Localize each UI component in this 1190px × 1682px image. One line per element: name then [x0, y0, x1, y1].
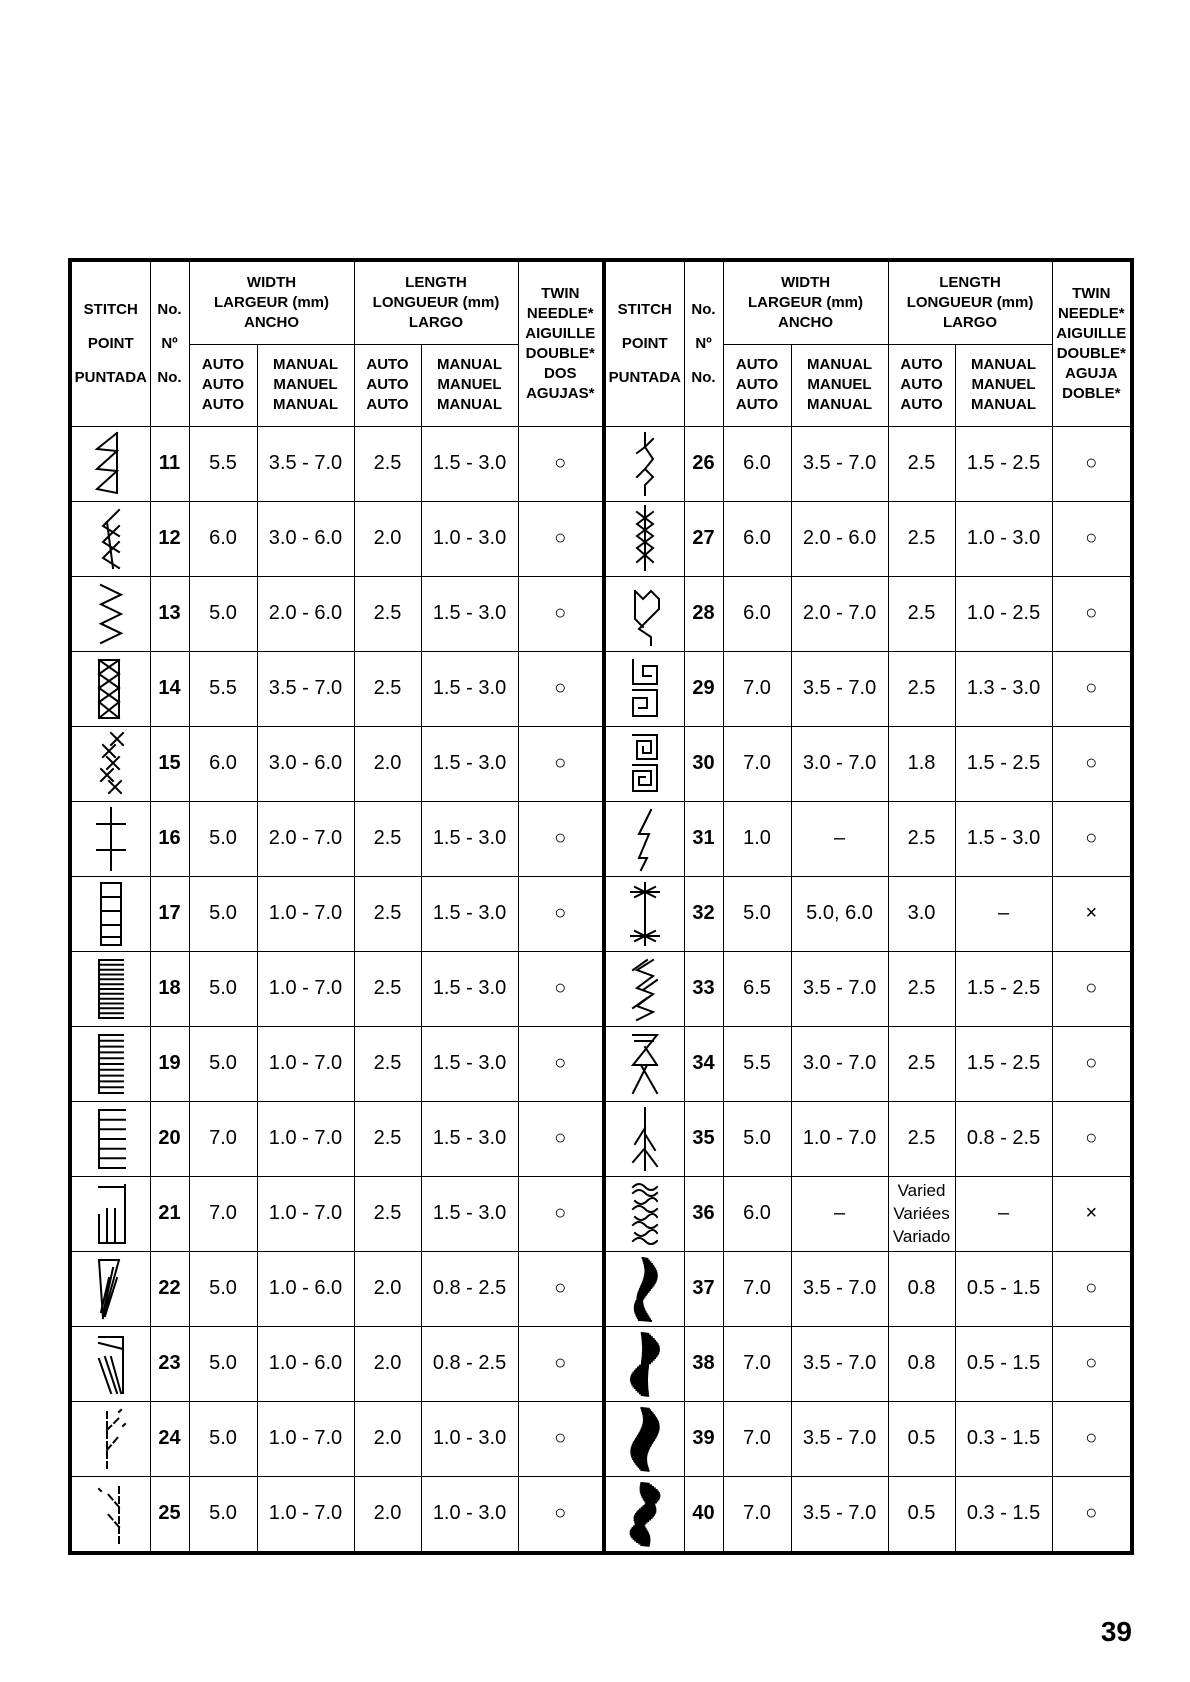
stitch-pattern-cell	[604, 1176, 684, 1251]
length-auto-value: 2.5	[354, 651, 421, 726]
length-auto-value: 2.0	[354, 1326, 421, 1401]
width-auto-value: 5.0	[189, 1251, 257, 1326]
length-auto-line: Variées	[893, 1204, 950, 1223]
width-manual-value: 3.5 - 7.0	[791, 1476, 888, 1553]
stitch-pattern-cell	[70, 1251, 150, 1326]
table-row	[70, 426, 1132, 501]
table-row	[70, 1326, 1132, 1401]
length-manual-value: 0.8 - 2.5	[421, 1326, 518, 1401]
length-auto-value: 0.8	[888, 1326, 955, 1401]
stitch-number: 26	[684, 426, 723, 501]
width-manual-value: 1.0 - 7.0	[257, 951, 354, 1026]
stitch-pattern-cell	[70, 951, 150, 1026]
stitch-number: 22	[150, 1251, 189, 1326]
length-auto-value: 2.5	[888, 576, 955, 651]
width-auto-value: 5.0	[189, 1326, 257, 1401]
length-header: LENGTH LONGUEUR (mm) LARGO	[888, 260, 1052, 344]
width-auto-value: 7.0	[723, 1326, 791, 1401]
length-manual-value: 1.5 - 3.0	[421, 651, 518, 726]
width-auto-value: 6.0	[189, 726, 257, 801]
stitch-pattern-cell	[70, 651, 150, 726]
length-auto-value: 2.5	[888, 651, 955, 726]
twin-needle-value: ○	[1052, 576, 1132, 651]
width-auto-value: 7.0	[723, 726, 791, 801]
stitch-number: 25	[150, 1476, 189, 1553]
width-manual-value: 3.5 - 7.0	[791, 1326, 888, 1401]
width-manual-value: 1.0 - 6.0	[257, 1251, 354, 1326]
zigzag-step-stitch-icon	[623, 579, 667, 649]
width-manual-value: 2.0 - 6.0	[257, 576, 354, 651]
number-header: No. Nº No.	[684, 260, 723, 426]
triangle-arrow-stitch-icon	[623, 1029, 667, 1099]
length-auto-value: 2.5	[354, 1101, 421, 1176]
stitch-pattern-cell	[604, 651, 684, 726]
width-manual-value: 1.0 - 7.0	[257, 1401, 354, 1476]
width-manual-value: 2.0 - 6.0	[791, 501, 888, 576]
width-manual-value: 3.5 - 7.0	[257, 651, 354, 726]
width-auto-value: 6.0	[189, 501, 257, 576]
greek-key-stitch-icon	[623, 654, 667, 724]
length-manual-value: 1.5 - 3.0	[421, 801, 518, 876]
width-auto-value: 5.0	[189, 951, 257, 1026]
table-row	[70, 1476, 1132, 1553]
width-manual-value: 3.5 - 7.0	[791, 426, 888, 501]
width-manual-value: 2.0 - 7.0	[791, 576, 888, 651]
stitch-number: 40	[684, 1476, 723, 1553]
width-manual-value: 3.0 - 6.0	[257, 501, 354, 576]
stitch-pattern-cell	[70, 1401, 150, 1476]
stitch-pattern-cell	[604, 1101, 684, 1176]
comb-stitch-icon	[89, 1029, 133, 1099]
length-auto-value: 0.5	[888, 1401, 955, 1476]
length-auto-header: AUTO AUTO AUTO	[888, 344, 955, 426]
twin-needle-value: ○	[1052, 1026, 1132, 1101]
stitch-number: 30	[684, 726, 723, 801]
width-manual-value: 3.0 - 7.0	[791, 1026, 888, 1101]
table-row	[70, 726, 1132, 801]
stitch-number: 11	[150, 426, 189, 501]
twin-needle-value: ○	[518, 951, 604, 1026]
stitch-pattern-cell	[604, 426, 684, 501]
length-manual-header: MANUAL MANUEL MANUAL	[421, 344, 518, 426]
width-manual-value: 2.0 - 7.0	[257, 801, 354, 876]
width-manual-header: MANUAL MANUEL MANUAL	[257, 344, 354, 426]
stitch-number: 33	[684, 951, 723, 1026]
s-curve-stitch-icon	[623, 954, 667, 1024]
stitch-number: 27	[684, 501, 723, 576]
length-auto-value: 2.5	[354, 801, 421, 876]
boxed-triangles-stitch-icon	[89, 654, 133, 724]
width-auto-value: 5.0	[723, 876, 791, 951]
width-auto-value: 6.0	[723, 576, 791, 651]
width-header: WIDTH LARGEUR (mm) ANCHO	[723, 260, 888, 344]
stitch-pattern-cell	[70, 876, 150, 951]
width-manual-value: 3.0 - 7.0	[791, 726, 888, 801]
width-auto-value: 5.0	[189, 1476, 257, 1553]
width-auto-value: 5.0	[189, 801, 257, 876]
width-manual-value: 1.0 - 6.0	[257, 1326, 354, 1401]
width-auto-value: 7.0	[723, 1251, 791, 1326]
stitch-pattern-cell	[70, 801, 150, 876]
twin-needle-value: ○	[1052, 1476, 1132, 1553]
width-auto-value: 5.0	[189, 1026, 257, 1101]
stitch-pattern-cell	[70, 426, 150, 501]
stitch-number: 20	[150, 1101, 189, 1176]
length-auto-value: 2.5	[888, 801, 955, 876]
stitch-number: 36	[684, 1176, 723, 1251]
width-manual-value: 3.0 - 6.0	[257, 726, 354, 801]
length-manual-value: 1.0 - 3.0	[421, 501, 518, 576]
length-auto-value: 0.5	[888, 1476, 955, 1553]
spiral-key-stitch-icon	[623, 729, 667, 799]
stitch-pattern-cell	[604, 876, 684, 951]
twin-needle-value: ○	[518, 1326, 604, 1401]
twin-needle-value: ○	[518, 1026, 604, 1101]
table-row	[70, 801, 1132, 876]
stitch-pattern-cell	[70, 1026, 150, 1101]
wavy-scallop-stitch-icon	[623, 1179, 667, 1249]
branch-stitch-icon	[623, 429, 667, 499]
table-row	[70, 876, 1132, 951]
width-manual-header: MANUAL MANUEL MANUAL	[791, 344, 888, 426]
length-manual-value: 1.5 - 3.0	[421, 1026, 518, 1101]
width-auto-value: 7.0	[723, 1476, 791, 1553]
width-manual-value: –	[791, 1176, 888, 1251]
length-auto-value: 2.5	[354, 576, 421, 651]
width-auto-value: 5.0	[189, 1401, 257, 1476]
length-manual-value: –	[955, 876, 1052, 951]
width-manual-value: 3.5 - 7.0	[791, 1251, 888, 1326]
length-manual-value: 1.5 - 3.0	[421, 426, 518, 501]
length-auto-value: 2.5	[354, 1176, 421, 1251]
stitch-number: 19	[150, 1026, 189, 1101]
width-header: WIDTH LARGEUR (mm) ANCHO	[189, 260, 354, 344]
twin-needle-value: ○	[1052, 426, 1132, 501]
satin-curve-stitch-icon	[623, 1254, 667, 1324]
length-auto-value: 2.5	[888, 1026, 955, 1101]
chevron-stitch-icon	[89, 504, 133, 574]
table-row	[70, 501, 1132, 576]
length-manual-value: 1.5 - 2.5	[955, 726, 1052, 801]
lightning-stitch-icon	[623, 804, 667, 874]
length-auto-value: 2.0	[354, 1251, 421, 1326]
length-auto-line: Varied	[897, 1181, 946, 1200]
length-manual-header: MANUAL MANUEL MANUAL	[955, 344, 1052, 426]
width-auto-header: AUTO AUTO AUTO	[723, 344, 791, 426]
twin-needle-value: ○	[1052, 801, 1132, 876]
stitch-pattern-cell	[70, 501, 150, 576]
stitch-pattern-cell	[604, 576, 684, 651]
stitch-number: 15	[150, 726, 189, 801]
length-auto-value: 2.5	[354, 1026, 421, 1101]
wide-comb-stitch-icon	[89, 1104, 133, 1174]
twin-needle-value: ○	[1052, 651, 1132, 726]
length-auto-value: 2.5	[888, 426, 955, 501]
length-auto-value: 1.8	[888, 726, 955, 801]
length-manual-value: 1.5 - 3.0	[421, 1176, 518, 1251]
satin-diamond-stitch-icon	[623, 1329, 667, 1399]
length-manual-value: 0.5 - 1.5	[955, 1326, 1052, 1401]
twin-needle-value: ○	[1052, 726, 1132, 801]
length-manual-value: 1.5 - 3.0	[421, 1101, 518, 1176]
stitch-pattern-cell	[604, 501, 684, 576]
length-auto-value: 2.5	[888, 1101, 955, 1176]
stitch-header: STITCH POINT PUNTADA	[70, 260, 150, 426]
width-manual-value: 3.5 - 7.0	[257, 426, 354, 501]
stitch-settings-table	[68, 258, 1134, 1555]
stitch-number: 39	[684, 1401, 723, 1476]
length-manual-value: 1.5 - 3.0	[955, 801, 1052, 876]
length-auto-value	[888, 1176, 955, 1251]
twin-needle-header: TWIN NEEDLE* AIGUILLE DOUBLE* AGUJA DOBLE*	[1052, 260, 1132, 426]
twin-needle-value: ○	[518, 576, 604, 651]
stitch-pattern-cell	[604, 1476, 684, 1553]
stitch-number: 31	[684, 801, 723, 876]
sparse-comb-stitch-icon	[89, 1179, 133, 1249]
slanted-bracket-stitch-icon	[89, 1329, 133, 1399]
width-auto-value: 6.0	[723, 501, 791, 576]
length-manual-value: 0.3 - 1.5	[955, 1401, 1052, 1476]
width-auto-value: 5.5	[723, 1026, 791, 1101]
length-manual-value: 1.5 - 3.0	[421, 951, 518, 1026]
twin-needle-value: ○	[518, 1101, 604, 1176]
twin-needle-value: ○	[518, 876, 604, 951]
width-auto-value: 6.0	[723, 426, 791, 501]
width-auto-value: 5.0	[189, 876, 257, 951]
twin-needle-value: ○	[518, 426, 604, 501]
table-row	[70, 1176, 1132, 1251]
length-manual-value: 1.5 - 3.0	[421, 726, 518, 801]
length-manual-value: 1.5 - 2.5	[955, 426, 1052, 501]
overlapping-triangles-stitch-icon	[89, 429, 133, 499]
width-auto-value: 7.0	[723, 1401, 791, 1476]
twin-needle-value: ○	[518, 501, 604, 576]
length-auto-value: 2.0	[354, 1401, 421, 1476]
length-auto-header: AUTO AUTO AUTO	[354, 344, 421, 426]
width-auto-value: 7.0	[189, 1101, 257, 1176]
stitch-pattern-cell	[604, 1251, 684, 1326]
length-manual-value: 1.0 - 2.5	[955, 576, 1052, 651]
length-manual-value: 1.0 - 3.0	[421, 1401, 518, 1476]
stitch-number: 14	[150, 651, 189, 726]
twin-needle-value: ○	[1052, 1326, 1132, 1401]
stitch-pattern-cell	[604, 951, 684, 1026]
stitch-number: 38	[684, 1326, 723, 1401]
twin-needle-value: ○	[1052, 1101, 1132, 1176]
width-auto-value: 5.0	[723, 1101, 791, 1176]
length-manual-value: 0.8 - 2.5	[955, 1101, 1052, 1176]
twin-needle-value: ○	[1052, 501, 1132, 576]
length-manual-value: 0.5 - 1.5	[955, 1251, 1052, 1326]
stitch-number: 29	[684, 651, 723, 726]
width-auto-value: 5.5	[189, 651, 257, 726]
dashed-slant-stitch-icon	[89, 1404, 133, 1474]
stitch-pattern-cell	[70, 1101, 150, 1176]
width-manual-value: 1.0 - 7.0	[257, 1101, 354, 1176]
star-stitch-icon	[623, 879, 667, 949]
stitch-number: 21	[150, 1176, 189, 1251]
length-manual-value: 1.5 - 3.0	[421, 876, 518, 951]
twin-needle-value: ×	[1052, 1176, 1132, 1251]
twin-needle-value: ○	[518, 1476, 604, 1553]
length-manual-value: 1.5 - 2.5	[955, 1026, 1052, 1101]
stitch-pattern-cell	[604, 726, 684, 801]
width-manual-value: 1.0 - 7.0	[257, 1476, 354, 1553]
length-manual-value: 1.5 - 3.0	[421, 576, 518, 651]
length-auto-value: 2.0	[354, 501, 421, 576]
length-header: LENGTH LONGUEUR (mm) LARGO	[354, 260, 518, 344]
stitch-pattern-cell	[70, 1176, 150, 1251]
length-manual-value: 1.5 - 2.5	[955, 951, 1052, 1026]
stitch-number: 16	[150, 801, 189, 876]
stitch-number: 32	[684, 876, 723, 951]
length-auto-line: Variado	[892, 1227, 951, 1246]
stitch-number: 18	[150, 951, 189, 1026]
width-manual-value: 1.0 - 7.0	[257, 876, 354, 951]
width-auto-value: 5.5	[189, 426, 257, 501]
table-row	[70, 951, 1132, 1026]
stitch-pattern-cell	[70, 1326, 150, 1401]
width-manual-value: –	[791, 801, 888, 876]
width-auto-value: 6.5	[723, 951, 791, 1026]
length-manual-value: –	[955, 1176, 1052, 1251]
stitch-number: 34	[684, 1026, 723, 1101]
width-manual-value: 5.0, 6.0	[791, 876, 888, 951]
cross-stitch-icon	[89, 729, 133, 799]
width-manual-value: 3.5 - 7.0	[791, 1401, 888, 1476]
length-auto-value: 3.0	[888, 876, 955, 951]
twin-needle-value: ×	[1052, 876, 1132, 951]
stitch-pattern-cell	[604, 1026, 684, 1101]
length-auto-value: 2.5	[354, 426, 421, 501]
slanted-comb-stitch-icon	[89, 1254, 133, 1324]
stitch-number: 17	[150, 876, 189, 951]
length-auto-value: 2.0	[354, 1476, 421, 1553]
width-manual-value: 3.5 - 7.0	[791, 951, 888, 1026]
stitch-number: 28	[684, 576, 723, 651]
table-row	[70, 1401, 1132, 1476]
twin-needle-value: ○	[1052, 1251, 1132, 1326]
stitch-number: 23	[150, 1326, 189, 1401]
length-manual-value: 0.3 - 1.5	[955, 1476, 1052, 1553]
length-manual-value: 1.0 - 3.0	[421, 1476, 518, 1553]
stitch-pattern-cell	[604, 801, 684, 876]
stitch-number: 37	[684, 1251, 723, 1326]
ladder-box-stitch-icon	[89, 879, 133, 949]
stitch-pattern-cell	[604, 1326, 684, 1401]
width-auto-value: 7.0	[189, 1176, 257, 1251]
length-auto-value: 2.5	[888, 501, 955, 576]
twin-needle-value: ○	[518, 726, 604, 801]
width-manual-value: 1.0 - 7.0	[257, 1176, 354, 1251]
twin-needle-value: ○	[518, 1251, 604, 1326]
width-auto-value: 7.0	[723, 651, 791, 726]
width-auto-value: 1.0	[723, 801, 791, 876]
twin-needle-value: ○	[518, 651, 604, 726]
length-auto-value: 0.8	[888, 1251, 955, 1326]
diamond-chain-stitch-icon	[623, 504, 667, 574]
table-row	[70, 576, 1132, 651]
length-auto-value: 2.5	[354, 876, 421, 951]
page-number: 39	[1100, 1616, 1132, 1647]
twin-needle-value: ○	[518, 1401, 604, 1476]
dense-comb-stitch-icon	[89, 954, 133, 1024]
width-auto-value: 5.0	[189, 576, 257, 651]
dashed-slant-reverse-stitch-icon	[89, 1479, 133, 1549]
satin-oval-stitch-icon	[623, 1404, 667, 1474]
stitch-pattern-cell	[604, 1401, 684, 1476]
stitch-number: 35	[684, 1101, 723, 1176]
feather-stitch-icon	[623, 1104, 667, 1174]
stitch-pattern-cell	[70, 726, 150, 801]
stitch-header: STITCH POINT PUNTADA	[604, 260, 684, 426]
stitch-pattern-cell	[70, 576, 150, 651]
length-manual-value: 1.3 - 3.0	[955, 651, 1052, 726]
stitch-number: 13	[150, 576, 189, 651]
length-auto-value: 2.0	[354, 726, 421, 801]
satin-scallop-stitch-icon	[623, 1479, 667, 1549]
table-row	[70, 651, 1132, 726]
twin-needle-value: ○	[518, 801, 604, 876]
width-auto-value: 6.0	[723, 1176, 791, 1251]
table-row	[70, 1101, 1132, 1176]
width-manual-value: 1.0 - 7.0	[257, 1026, 354, 1101]
twin-needle-header: TWIN NEEDLE* AIGUILLE DOUBLE* DOS AGUJAS*	[518, 260, 604, 426]
length-manual-value: 0.8 - 2.5	[421, 1251, 518, 1326]
stitch-number: 12	[150, 501, 189, 576]
width-manual-value: 1.0 - 7.0	[791, 1101, 888, 1176]
length-manual-value: 1.0 - 3.0	[955, 501, 1052, 576]
stitch-number: 24	[150, 1401, 189, 1476]
width-manual-value: 3.5 - 7.0	[791, 651, 888, 726]
twin-needle-value: ○	[1052, 1401, 1132, 1476]
number-header: No. Nº No.	[150, 260, 189, 426]
table-row	[70, 1026, 1132, 1101]
double-bar-stitch-icon	[89, 804, 133, 874]
length-auto-value: 2.5	[354, 951, 421, 1026]
zigzag-stitch-icon	[89, 579, 133, 649]
twin-needle-value: ○	[518, 1176, 604, 1251]
length-auto-value: 2.5	[888, 951, 955, 1026]
table-row	[70, 1251, 1132, 1326]
width-auto-header: AUTO AUTO AUTO	[189, 344, 257, 426]
stitch-pattern-cell	[70, 1476, 150, 1553]
twin-needle-value: ○	[1052, 951, 1132, 1026]
